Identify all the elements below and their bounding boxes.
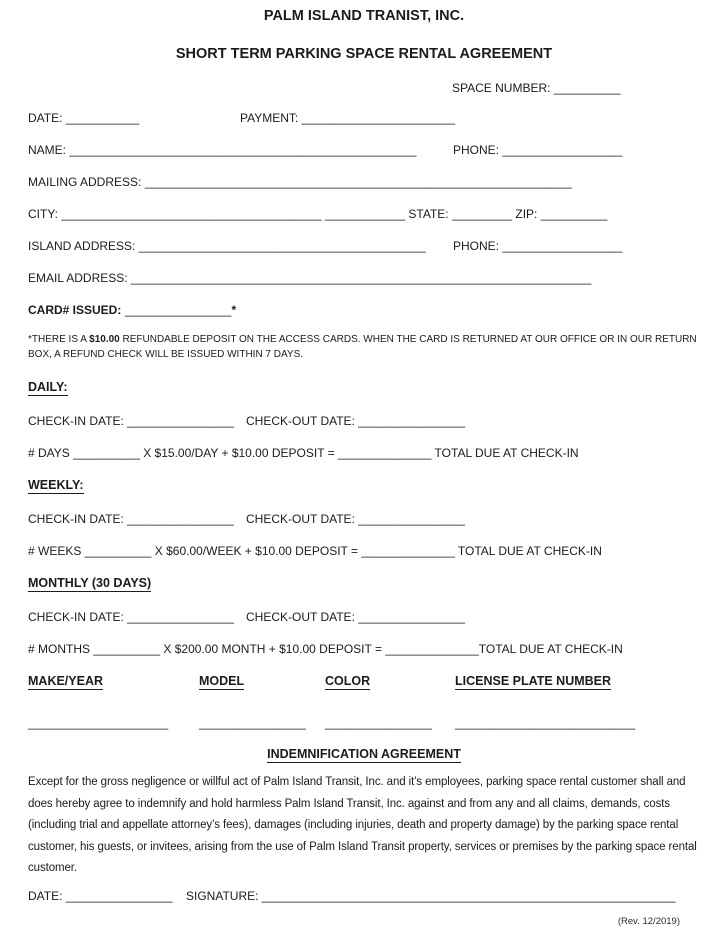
deposit-note-amount: $10.00 — [89, 334, 120, 345]
vehicle-color-header: COLOR — [325, 674, 371, 688]
monthly-checkout-field: CHECK-OUT DATE: ________________ — [246, 610, 466, 624]
weekly-total-row — [28, 545, 700, 558]
email-address-row — [28, 272, 700, 285]
daily-section-heading: DAILY: — [28, 380, 68, 394]
island-phone-field: PHONE: __________________ — [453, 239, 623, 253]
date-field: DATE: ___________ — [28, 111, 140, 125]
island-address-field: ISLAND ADDRESS: ___________________________________________ — [28, 239, 426, 253]
monthly-formula: X $200.00 MONTH + $10.00 DEPOSIT = — [160, 642, 386, 656]
mailing-address-field: MAILING ADDRESS: ________________________________________________________________ — [28, 175, 572, 189]
vehicle-model-field: ________________ — [199, 716, 306, 730]
card-issued-row — [28, 304, 700, 317]
vehicle-make-year-header: MAKE/YEAR — [28, 674, 104, 688]
deposit-note-pre: *THERE IS A — [28, 334, 90, 345]
vehicle-blanks-row — [28, 717, 700, 730]
monthly-qty-field: # MONTHS __________ — [28, 642, 161, 656]
daily-total-blank: ______________ — [338, 446, 432, 460]
vehicle-license-plate-header: LICENSE PLATE NUMBER — [455, 674, 612, 688]
vehicle-color-field: ________________ — [325, 716, 432, 730]
city-state-zip-row — [28, 208, 700, 221]
weekly-formula: X $60.00/WEEK + $10.00 DEPOSIT = — [151, 544, 362, 558]
monthly-dates-row — [28, 611, 700, 624]
deposit-note-post: REFUNDABLE DEPOSIT ON THE ACCESS CARDS. WHEN THE CARD IS RETURNED AT OUR OFFICE OR IN OUR RETURN BOX, A REFUND CHECK WILL BE ISSUED WITHIN 7 DAYS. — [28, 334, 697, 360]
daily-checkout-field: CHECK-OUT DATE: ________________ — [246, 414, 466, 428]
city-field: CITY: _______________________________________ ____________ — [28, 207, 406, 221]
name-phone-row — [28, 144, 700, 157]
card-note-asterisk: * — [231, 303, 237, 317]
monthly-total-blank: ______________ — [385, 642, 479, 656]
vehicle-model-header: MODEL — [199, 674, 245, 688]
payment-field: PAYMENT: _______________________ — [240, 111, 456, 125]
signature-field: SIGNATURE: ______________________________________________________________ — [186, 888, 676, 903]
page-title: PALM ISLAND TRANIST, INC. — [263, 8, 465, 24]
card-issued-blank: ________________ — [121, 303, 232, 317]
signature-row — [28, 890, 700, 903]
weekly-checkin-field: CHECK-IN DATE: ________________ — [28, 512, 234, 526]
indemnification-heading: INDEMNIFICATION AGREEMENT — [267, 747, 461, 761]
daily-checkin-field: CHECK-IN DATE: ________________ — [28, 414, 234, 428]
monthly-section-heading: MONTHLY (30 DAYS) — [28, 576, 152, 590]
vehicle-header-row — [28, 674, 700, 690]
vehicle-license-plate-field: ___________________________ — [455, 716, 636, 730]
card-issued-label: CARD# ISSUED: — [28, 303, 122, 317]
revision-note: (Rev. 12/2019) — [617, 915, 680, 927]
weekly-total-label: TOTAL DUE AT CHECK-IN — [454, 544, 602, 558]
phone-field: PHONE: __________________ — [453, 143, 623, 157]
vehicle-make-year-field: _____________________ — [28, 716, 169, 730]
mailing-address-row — [28, 176, 700, 189]
signature-date-field: DATE: ________________ — [28, 888, 173, 903]
indemnification-paragraph: Except for the gross negligence or willful act of Palm Island Transit, Inc. and it’s employees, parking space rental customer shall and does hereby agree to indemnify and hold harmless Palm Island Transit, Inc. against and from any and all claims, demands, costs (including trial and appellate attorney’s fees), damages (including injuries, death and property damage) by the parking space rental customer, his guests, or invitees, arising from the use of Palm Island Transit property, services or premises by the parking space rental customer. — [28, 776, 697, 874]
daily-total-row — [28, 447, 700, 460]
daily-formula: X $15.00/DAY + $10.00 DEPOSIT = — [139, 446, 338, 460]
island-address-row — [28, 240, 700, 253]
monthly-total-row — [28, 643, 700, 656]
weekly-total-blank: ______________ — [361, 544, 455, 558]
zip-field: ZIP: __________ — [515, 207, 608, 221]
daily-total-label: TOTAL DUE AT CHECK-IN — [431, 446, 579, 460]
daily-qty-field: # DAYS __________ — [28, 446, 140, 460]
date-payment-row — [28, 112, 700, 125]
weekly-checkout-field: CHECK-OUT DATE: ________________ — [246, 512, 466, 526]
space-number-field: SPACE NUMBER: __________ — [452, 81, 621, 95]
daily-dates-row — [28, 415, 700, 428]
weekly-section-heading: WEEKLY: — [28, 478, 84, 492]
deposit-note — [28, 332, 700, 362]
email-address-field: EMAIL ADDRESS: _____________________________________________________________________ — [28, 271, 592, 285]
state-field: STATE: _________ — [408, 207, 513, 221]
weekly-dates-row — [28, 513, 700, 526]
monthly-checkin-field: CHECK-IN DATE: ________________ — [28, 610, 234, 624]
weekly-qty-field: # WEEKS __________ — [28, 544, 152, 558]
monthly-total-label: TOTAL DUE AT CHECK-IN — [478, 642, 623, 656]
page-subtitle: SHORT TERM PARKING SPACE RENTAL AGREEMENT — [175, 46, 553, 62]
name-field: NAME: ____________________________________________________ — [28, 143, 417, 157]
